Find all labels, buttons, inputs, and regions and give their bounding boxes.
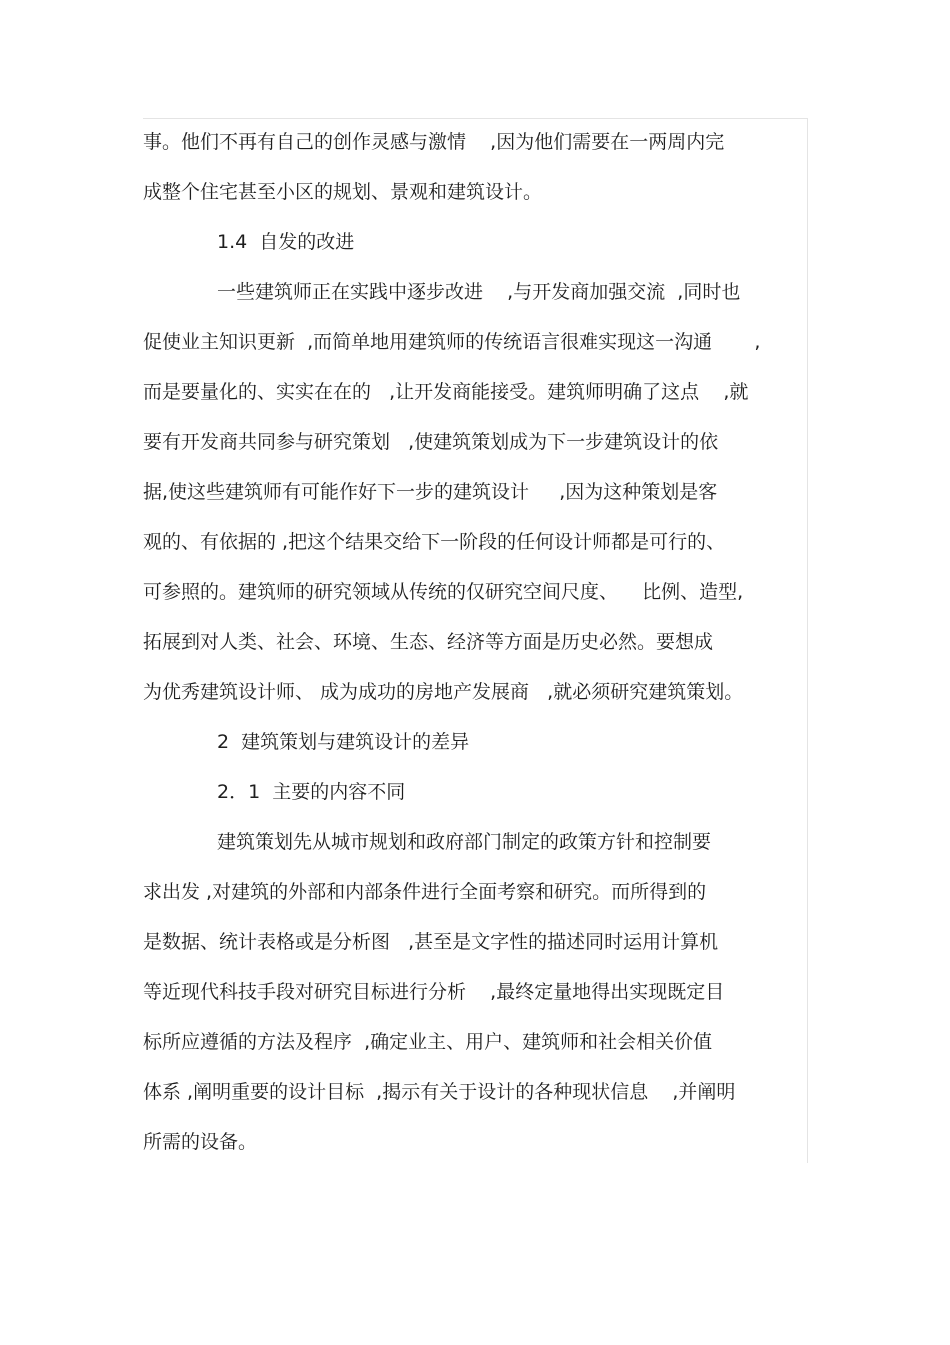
text-line: 标所应遵循的方法及程序 ,确定业主、用户、建筑师和社会相关价值 [143,1031,713,1053]
text-line: 据,使这些建筑师有可能作好下一步的建筑设计 ,因为这种策划是客 [143,481,718,503]
text-line: 事。他们不再有自己的创作灵感与激情 ,因为他们需要在一两周内完 [143,131,725,153]
text-line: 等近现代科技手段对研究目标进行分析 ,最终定量地得出实现既定目 [143,981,725,1003]
section-heading: 2 建筑策划与建筑设计的差异 [217,731,470,753]
text-line: 拓展到对人类、社会、环境、生态、经济等方面是历史必然。要想成 [143,631,714,653]
text-line: 要有开发商共同参与研究策划 ,使建筑策划成为下一步建筑设计的依 [143,431,719,453]
text-line: 促使业主知识更新 ,而简单地用建筑师的传统语言很难实现这一沟通 , [143,331,761,353]
text-line: 可参照的。建筑师的研究领域从传统的仅研究空间尺度、 比例、造型, [143,581,744,603]
text-line: 而是要量化的、实实在在的 ,让开发商能接受。建筑师明确了这点 ,就 [143,381,749,403]
text-line: 体系 ,阐明重要的设计目标 ,揭示有关于设计的各种现状信息 ,并阐明 [143,1081,736,1103]
text-line: 一些建筑师正在实践中逐步改进 ,与开发商加强交流 ,同时也 [217,281,741,303]
text-line: 建筑策划先从城市规划和政府部门制定的政策方针和控制要 [217,831,712,853]
text-line: 为优秀建筑设计师、 成为成功的房地产发展商 ,就必须研究建筑策划。 [143,681,744,703]
text-line: 观的、有依据的 ,把这个结果交给下一阶段的任何设计师都是可行的、 [143,531,726,553]
text-line: 所需的设备。 [143,1131,258,1153]
text-line: 成整个住宅甚至小区的规划、景观和建筑设计。 [143,181,543,203]
text-line: 是数据、统计表格或是分析图 ,甚至是文字性的描述同时运用计算机 [143,931,719,953]
section-heading: 1.4 自发的改进 [217,231,355,253]
text-line: 求出发 ,对建筑的外部和内部条件进行全面考察和研究。而所得到的 [143,881,707,903]
section-heading: 2．1 主要的内容不同 [217,781,406,803]
